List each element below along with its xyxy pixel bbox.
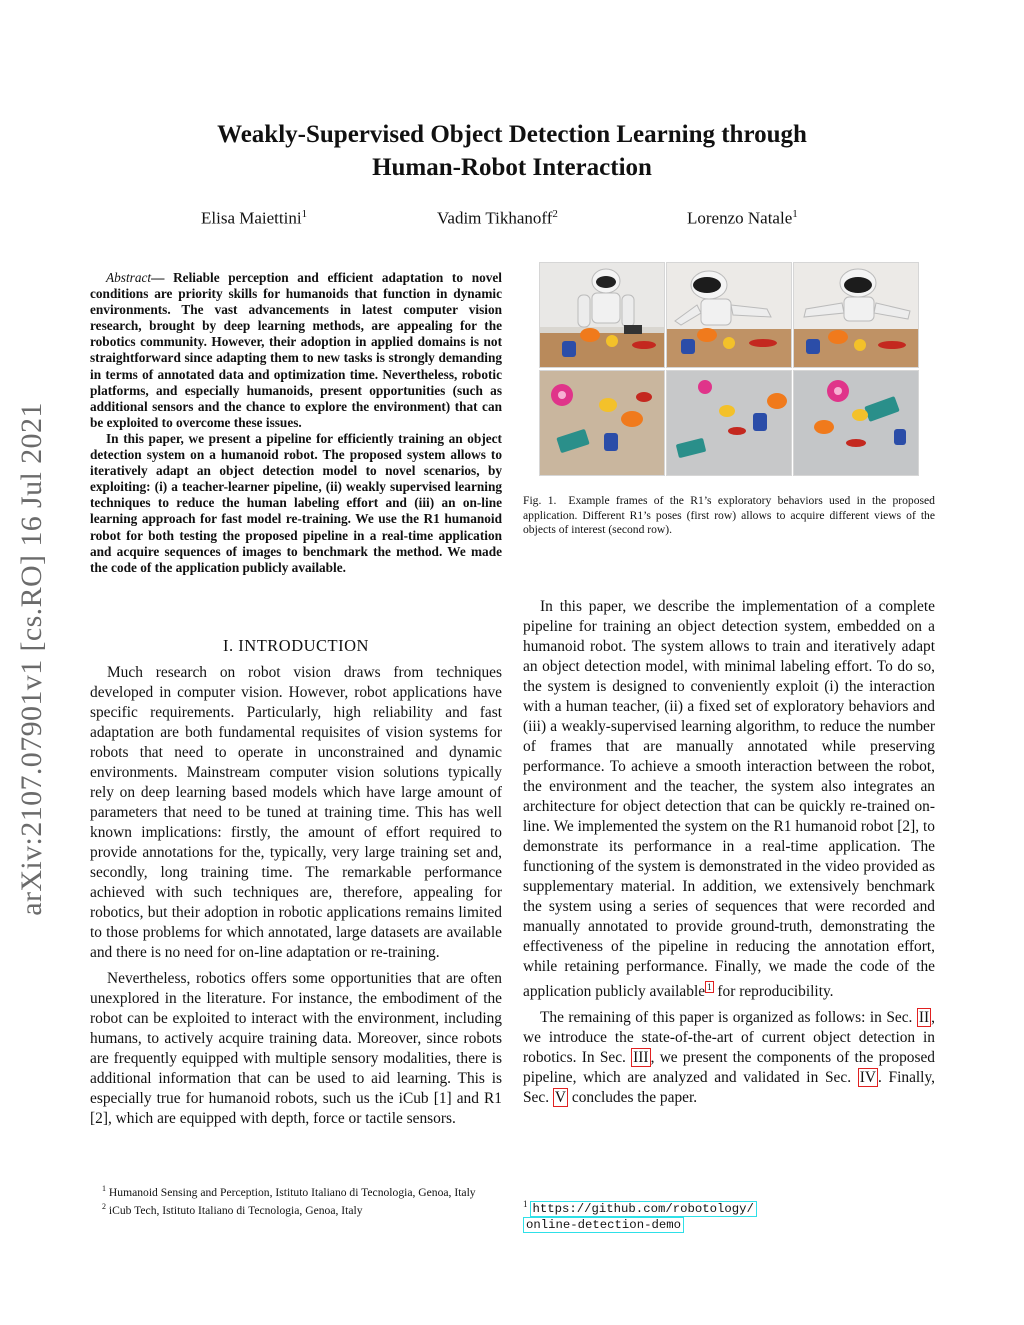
footnote-mark: 1	[102, 1184, 106, 1193]
abstract-paragraph-2: In this paper, we present a pipeline for efficiently training an object detection system on a humanoid robot. The proposed system allows to iteratively adapt an object detection model to novel scenarios, by exploiting: (i) a teacher-learner pipeline, (ii) weakly supervised learning techniques to reduce the human labeling effort and (iii) an on-line learning approach for fast model re-training. We use the R1 humanoid robot for both testing the proposed pipeline in a real-time application and acquire sequences of images to benchmark the method. We made the code of the application publicly available.	[90, 430, 502, 575]
abstract-label: Abstract	[106, 270, 152, 285]
author-name: Lorenzo Natale	[687, 208, 793, 228]
footnote-mark: 1	[523, 1199, 528, 1209]
text-span: , we introduce the state-of-the-art of current object detection in robotics. In Sec.	[523, 1009, 935, 1067]
intro-paragraph-1: Much research on robot vision draws from techniques developed in computer vision. However, robot applications have specific requirements. Particularly, high reliability and fast adaptation are both fundamental requisites of vision systems for robots that need to operate in unconstrained and dynamic environments. Mainstream computer vision solutions typically rely on deep learning based models which have large amount of parameters that need to be tuned at training time. This has well known implications: firstly, the amount of effort required to provide annotations for the, typically, very large training set and, secondly, long training time. The remarkable performance achieved with such techniques are, therefore, appealing for robotics, but their adoption in robotic applications remains limited to those problems for which annotated, large datasets are available and there is no need for on-line adaptation or re-training.	[90, 664, 502, 961]
footnote-2	[90, 1200, 502, 1218]
author-name: Vadim Tikhanoff	[437, 208, 553, 228]
intro-body	[90, 663, 502, 1135]
url-line-2	[523, 1217, 757, 1233]
abstract-dash: —	[151, 270, 174, 285]
abstract-text-1: Reliable perception and efficient adaptation to novel conditions are priority skills for humanoids that function in dynamic environments. The vast advancements in latest computer vision research, brought by deep learning methods, are appealing for the robotics community. However, their adoption in applied domains is not straightforward since adapting them to new tasks is strongly demanding in terms of annotated data and optimization time. Nevertheless, robotic platforms, and especially humanoids, present opportunities (such as additional sensors and the chance to explore the environment) that can be exploited to overcome these issues.	[90, 270, 502, 430]
objects-view-photo	[539, 370, 665, 476]
github-url-link-continued[interactable]: online-detection-demo	[523, 1217, 684, 1233]
affiliation-footnotes	[90, 1182, 502, 1218]
footnote-link[interactable]: 1	[707, 982, 712, 992]
right-paragraph-1-end: for reproducibility.	[713, 983, 834, 1001]
text-span: concludes the paper.	[568, 1089, 698, 1107]
objects-view-photo	[666, 370, 792, 476]
section-ref-link[interactable]: II	[918, 1009, 930, 1027]
author-affiliation-mark: 2	[552, 208, 558, 220]
author-name: Elisa Maiettini	[201, 208, 302, 228]
figure-caption	[523, 494, 935, 538]
title-line-1: Weakly-Supervised Object Detection Learning through	[217, 121, 807, 148]
arxiv-identifier: arXiv:2107.07901v1 [cs.RO] 16 Jul 2021	[15, 402, 48, 916]
author-2	[437, 208, 558, 229]
right-paragraph-1	[523, 597, 935, 1002]
figure-1-image-grid	[539, 262, 917, 476]
robot-pose-photo	[793, 262, 919, 368]
url-footnote	[523, 1196, 757, 1233]
abstract-paragraph-1	[90, 270, 502, 431]
author-1	[201, 208, 307, 229]
right-column-body	[523, 597, 935, 1114]
footnote-1	[90, 1182, 502, 1200]
section-ref-link[interactable]: III	[633, 1049, 649, 1067]
right-paragraph-2	[523, 1008, 935, 1108]
section-heading: I. INTRODUCTION	[223, 636, 369, 655]
right-paragraph-1-text: In this paper, we describe the implementation of a complete pipeline for training an object detection system, embedded on a humanoid robot. The system allows to train and iteratively adapt an object detection model, with minimal labeling effort. To do so, the system is designed to conveniently exploit (i) the interaction with a human teacher, (ii) a fixed set of exploratory behaviors and (iii) a weakly-supervised learning algorithm, to reduce the number of frames that are manually annotated while preserving performance. To achieve a smooth interaction between the robot, the environment and the teacher, the system also integrates an architecture for object detection that can be quickly re-trained on-line. We implemented the system on the R1 humanoid robot [2], to demonstrate its performance in a real-time application. The functioning of the system is demonstrated in the video provided as supplementary material. In addition, we extensively benchmark the system using a series of sequences that were recorded and manually annotated to provide ground-truth, demonstrating the effectiveness of the pipeline in reducing the annotation effort, while retaining performance. Finally, we made the code of the application publicly available	[523, 598, 935, 1001]
abstract	[90, 270, 502, 576]
section-ref-link[interactable]: IV	[859, 1069, 876, 1087]
footnote-text: iCub Tech, Istituto Italiano di Tecnologia, Genoa, Italy	[108, 1203, 363, 1217]
robot-pose-photo	[539, 262, 665, 368]
title-line-2: Human-Robot Interaction	[372, 154, 652, 181]
footnote-text: Humanoid Sensing and Perception, Istituto Italiano di Tecnologia, Genoa, Italy	[108, 1185, 476, 1199]
intro-paragraph-2: Nevertheless, robotics offers some opportunities that are often unexplored in the literature. For instance, the embodiment of the robot can be exploited to interact with the environment, including humans, to actively acquire training data. Moreover, since robots are frequently equipped with multiple sensory modalities, there is additional information that can be used to aid learning. This is especially true for humanoid robots, such us the iCub [1] and R1 [2], which are equipped with depth, force or tactile sensors.	[90, 970, 502, 1127]
github-url-link[interactable]: https://github.com/robotology/	[530, 1201, 757, 1217]
figure-label: Fig. 1.	[523, 494, 557, 507]
paper-title	[150, 118, 874, 184]
text-span: . Finally, Sec.	[523, 1069, 935, 1107]
footnote-mark: 2	[102, 1201, 106, 1211]
author-affiliation-mark: 1	[792, 208, 798, 220]
text-span: , we present the components of the proposed pipeline, which are analyzed and validated in Sec.	[523, 1049, 935, 1087]
section-ref-link[interactable]: V	[554, 1089, 567, 1107]
robot-pose-photo	[666, 262, 792, 368]
objects-view-photo	[793, 370, 919, 476]
figure-caption-text: Example frames of the R1’s exploratory behaviors used in the proposed application. Different R1’s poses (first row) allows to acquire different views of the objects of interest (second row).	[523, 494, 935, 536]
author-3	[687, 208, 798, 229]
text-span: The remaining of this paper is organized as follows: in Sec.	[540, 1009, 917, 1027]
author-affiliation-mark: 1	[301, 208, 308, 220]
url-line-1	[523, 1196, 757, 1217]
